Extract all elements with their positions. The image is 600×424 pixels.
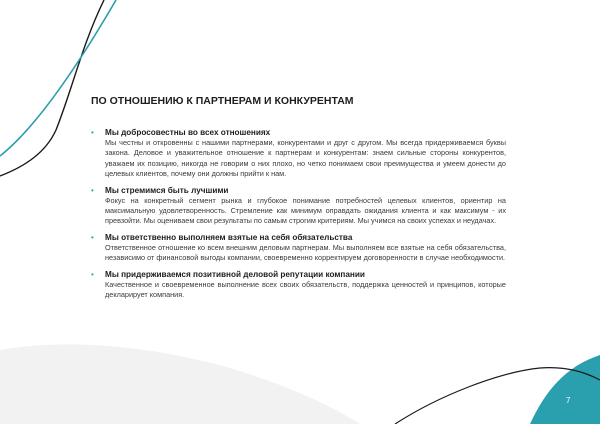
page-number: 7 bbox=[566, 396, 571, 405]
bullet-icon: • bbox=[91, 185, 94, 195]
bullet-icon: • bbox=[91, 232, 94, 242]
list-item bbox=[91, 232, 506, 264]
item-title: Мы ответственно выполняем взятые на себя обязательства bbox=[105, 232, 353, 242]
item-text: Ответственное отношение ко всем внешним деловым партнерам. Мы выполняем все взятые на себя обязательства, независимо от финансовой выгоды компании, своевременно корректируем договоренности в случае необходимости. bbox=[105, 242, 506, 263]
teal-corner-shape bbox=[530, 355, 600, 424]
section-heading: ПО ОТНОШЕНИЮ К ПАРТНЕРАМ И КОНКУРЕНТАМ bbox=[91, 95, 354, 107]
item-text: Мы честны и откровенны с нашими партнерами, конкурентами и друг с другом. Мы всегда придерживаемся буквы закона. Деловое и уважительное отношение к партнерам и конкурентам: знаем сильные стороны конкурентов, уважаем их позицию, никогда не говорим о них плохо, но четко понимаем свои преимущества и умеем донести до целевых клиентов, почему они должны прийти к нам. bbox=[105, 138, 506, 179]
gray-corner-shape bbox=[0, 344, 360, 424]
list-item bbox=[91, 269, 506, 301]
principles-list bbox=[91, 127, 506, 305]
list-item bbox=[91, 185, 506, 227]
item-text: Качественное и своевременное выполнение всех своих обязательств, поддержка ценностей и принципов, которые декларирует компания. bbox=[105, 279, 506, 300]
item-text: Фокус на конкретный сегмент рынка и глубокое понимание потребностей целевых клиентов, ориентир на максимальную удовлетворенность. Стремление как минимум оправдать ожидания клиента и как максимум - их превзойти. Мы оцениваем свои результаты по самым строгим критериям. Мы учимся на своих успехах и неудачах. bbox=[105, 195, 506, 226]
bullet-icon: • bbox=[91, 128, 94, 137]
dark-curve-line-top bbox=[0, 0, 104, 176]
item-title: Мы придерживаемся позитивной деловой репутации компании bbox=[105, 269, 365, 279]
item-title: Мы добросовестны во всех отношениях bbox=[105, 128, 271, 137]
list-item bbox=[91, 127, 506, 180]
bullet-icon: • bbox=[91, 269, 94, 279]
item-title: Мы стремимся быть лучшими bbox=[105, 185, 229, 195]
